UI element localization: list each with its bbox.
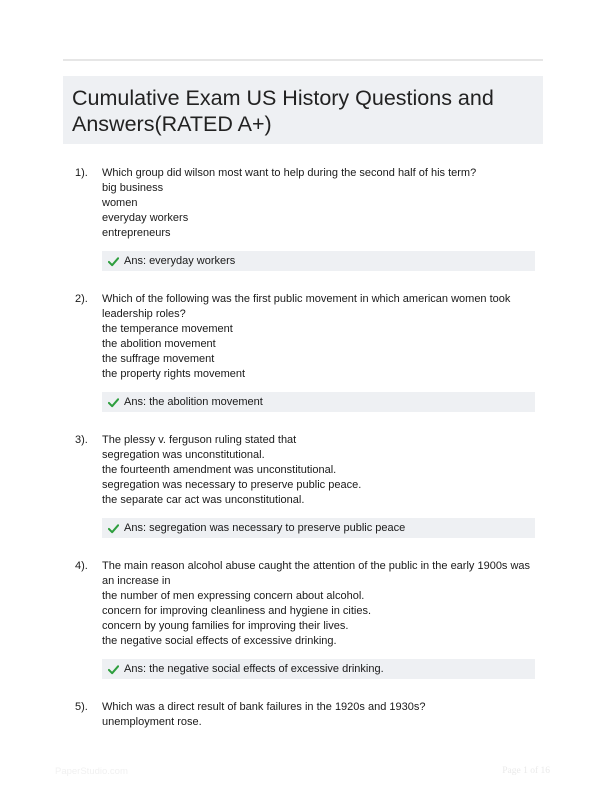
- answer-option: the abolition movement: [102, 338, 216, 350]
- question-text: The main reason alcohol abuse caught the attention of the public in the early 1900s was an increase in: [102, 560, 531, 587]
- answer-option: the separate car act was unconstitutional.: [102, 494, 305, 506]
- checkmark-icon: [108, 256, 119, 267]
- answer-text: Ans: segregation was necessary to preserve public peace: [124, 522, 406, 534]
- answer-option: concern by young families for improving their lives.: [102, 620, 349, 632]
- checkmark-icon: [108, 664, 119, 675]
- question-list: [75, 166, 535, 751]
- answer-option: everyday workers: [102, 212, 189, 224]
- question-item: [75, 292, 535, 412]
- answer-option: the temperance movement: [102, 323, 233, 335]
- answer-text: Ans: the abolition movement: [124, 396, 263, 408]
- document-title: Cumulative Exam US History Questions and Answers(RATED A+): [72, 86, 494, 136]
- question-number: 4).: [75, 560, 88, 572]
- page-indicator: Page 1 of 16: [502, 766, 550, 776]
- top-divider: [63, 59, 543, 61]
- answer-option: unemployment rose.: [102, 716, 202, 728]
- question-text: Which of the following was the first public movement in which american women took leadership roles?: [102, 293, 511, 320]
- answer-option: the suffrage movement: [102, 353, 215, 365]
- answer-text: Ans: everyday workers: [124, 255, 236, 267]
- question-text: The plessy v. ferguson ruling stated that: [102, 434, 297, 446]
- answer-option: the number of men expressing concern about alcohol.: [102, 590, 365, 602]
- answer-box: [102, 659, 535, 679]
- question-number: 5).: [75, 701, 88, 713]
- answer-option: women: [102, 197, 138, 209]
- question-item: [75, 700, 535, 730]
- answer-box: [102, 518, 535, 538]
- checkmark-icon: [108, 523, 119, 534]
- answer-option: the fourteenth amendment was unconstitutional.: [102, 464, 337, 476]
- answer-option: the negative social effects of excessive drinking.: [102, 635, 337, 647]
- answer-option: segregation was unconstitutional.: [102, 449, 265, 461]
- answer-option: the property rights movement: [102, 368, 246, 380]
- answer-option: segregation was necessary to preserve public peace.: [102, 479, 362, 491]
- question-item: [75, 166, 535, 271]
- question-text: Which was a direct result of bank failures in the 1920s and 1930s?: [102, 701, 426, 713]
- question-item: [75, 559, 535, 679]
- question-number: 3).: [75, 434, 88, 446]
- answer-box: [102, 392, 535, 412]
- checkmark-icon: [108, 397, 119, 408]
- answer-box: [102, 251, 535, 271]
- question-text: Which group did wilson most want to help during the second half of his term?: [102, 167, 477, 179]
- answer-option: concern for improving cleanliness and hygiene in cities.: [102, 605, 372, 617]
- title-banner: [63, 76, 543, 144]
- question-number: 2).: [75, 293, 88, 305]
- question-number: 1).: [75, 167, 88, 179]
- answer-option: entrepreneurs: [102, 227, 171, 239]
- answer-option: big business: [102, 182, 164, 194]
- footer-watermark: PaperStudio.com: [55, 766, 128, 777]
- question-item: [75, 433, 535, 538]
- answer-text: Ans: the negative social effects of excessive drinking.: [124, 663, 384, 675]
